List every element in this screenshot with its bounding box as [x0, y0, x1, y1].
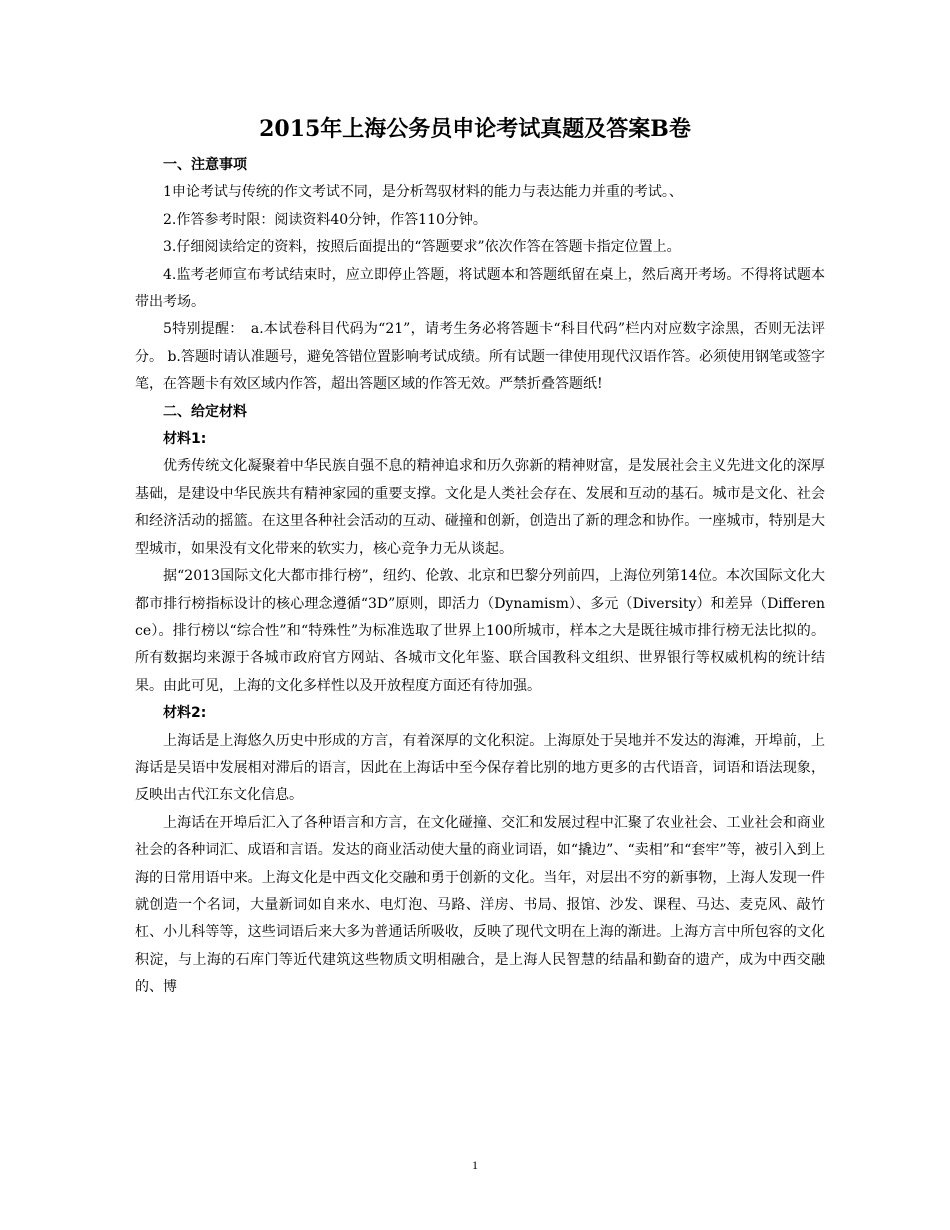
section-heading: 材料1: — [163, 431, 207, 448]
body-paragraph: 上海话在开埠后汇入了各种语言和方言，在文化碰撞、交汇和发展过程中汇聚了农业社会、工业社会和商业社会的各种词汇、成语和言语。发达的商业活动使大量的商业词语，如“撬边”、“卖相”和“套牢”等，被引入到上海的日常用语中来。上海文化是中西文化交融和勇于创新的文化。当年，对层出不穷的新事物，上海人发现一件就创造一个名词，大量新词如自来水、电灯泡、马路、洋房、书局、报馆、沙发、课程、马达、麦克风、敲竹杠、小儿科等等，这些词语后来大多为普通话所吸收，反映了现代文明在上海的渐进。上海方言中所包容的文化积淀，与上海的石库门等近代建筑这些物质文明相融合，是上海人民智慧的结晶和勤奋的遗产，成为中西交融的、博 — [135, 814, 825, 996]
body-paragraph: 3.仔细阅读给定的资料，按照后面提出的“答题要求”依次作答在答题卡指定位置上。 — [163, 239, 681, 256]
body-paragraph: 上海话是上海悠久历史中形成的方言，有着深厚的文化积淀。上海原处于吴地并不发达的海滩，开埠前，上海话是吴语中发展相对滞后的语言，因此在上海话中至今保存着比别的地方更多的古代语音，词语和语法现象，反映出古代江东文化信息。 — [135, 732, 825, 804]
body-paragraph: 优秀传统文化凝聚着中华民族自强不息的精神追求和历久弥新的精神财富，是发展社会主义先进文化的深厚基础，是建设中华民族共有精神家园的重要支撑。文化是人类社会存在、发展和互动的基石。城市是文化、社会和经济活动的摇篮。在这里各种社会活动的互动、碰撞和创新，创造出了新的理念和协作。一座城市，特别是大型城市，如果没有文化带来的软实力，核心竞争力无从谈起。 — [135, 458, 825, 557]
section-heading: 材料2: — [163, 705, 207, 722]
body-paragraph: 1申论考试与传统的作文考试不同，是分析驾驭材料的能力与表达能力并重的考试。、 — [163, 184, 683, 201]
document-title: 2015年上海公务员申论考试真题及答案B卷 — [259, 116, 691, 142]
document-body — [135, 152, 825, 1002]
body-paragraph: 2.作答参考时限：阅读资料40分钟，作答110分钟。 — [163, 211, 487, 228]
section-heading: 二、给定材料 — [163, 403, 247, 420]
body-paragraph: 4.监考老师宣布考试结束时，应立即停止答题，将试题本和答题纸留在桌上，然后离开考场。不得将试题本带出考场。 — [135, 266, 825, 311]
page-number: 1 — [472, 1158, 478, 1172]
body-paragraph: 据“2013国际文化大都市排行榜”，纽约、伦敦、北京和巴黎分列前四，上海位列第14位。本次国际文化大都市排行榜指标设计的核心理念遵循“3D”原则，即活力（Dynamism）、多元（Diversity）和差异（Difference）。排行榜以“综合性”和“特殊性”为标准选取了世界上100所城市，样本之大是既往城市排行榜无法比拟的。所有数据均来源于各城市政府官方网站、各城市文化年鉴、联合国教科文组织、世界银行等权威机构的统计结果。由此可见，上海的文化多样性以及开放程度方面还有待加强。 — [135, 568, 825, 694]
section-heading: 一、注意事项 — [163, 157, 247, 173]
body-paragraph: 5特别提醒： a.本试卷科目代码为“21”，请考生务必将答题卡“科目代码”栏内对应数字涂黑，否则无法评分。 b.答题时请认准题号，避免答错位置影响考试成绩。所有试题一律使用现代汉语作答。必须使用钢笔或签字笔，在答题卡有效区域内作答，超出答题区域的作答无效。严禁折叠答题纸! — [135, 321, 825, 393]
